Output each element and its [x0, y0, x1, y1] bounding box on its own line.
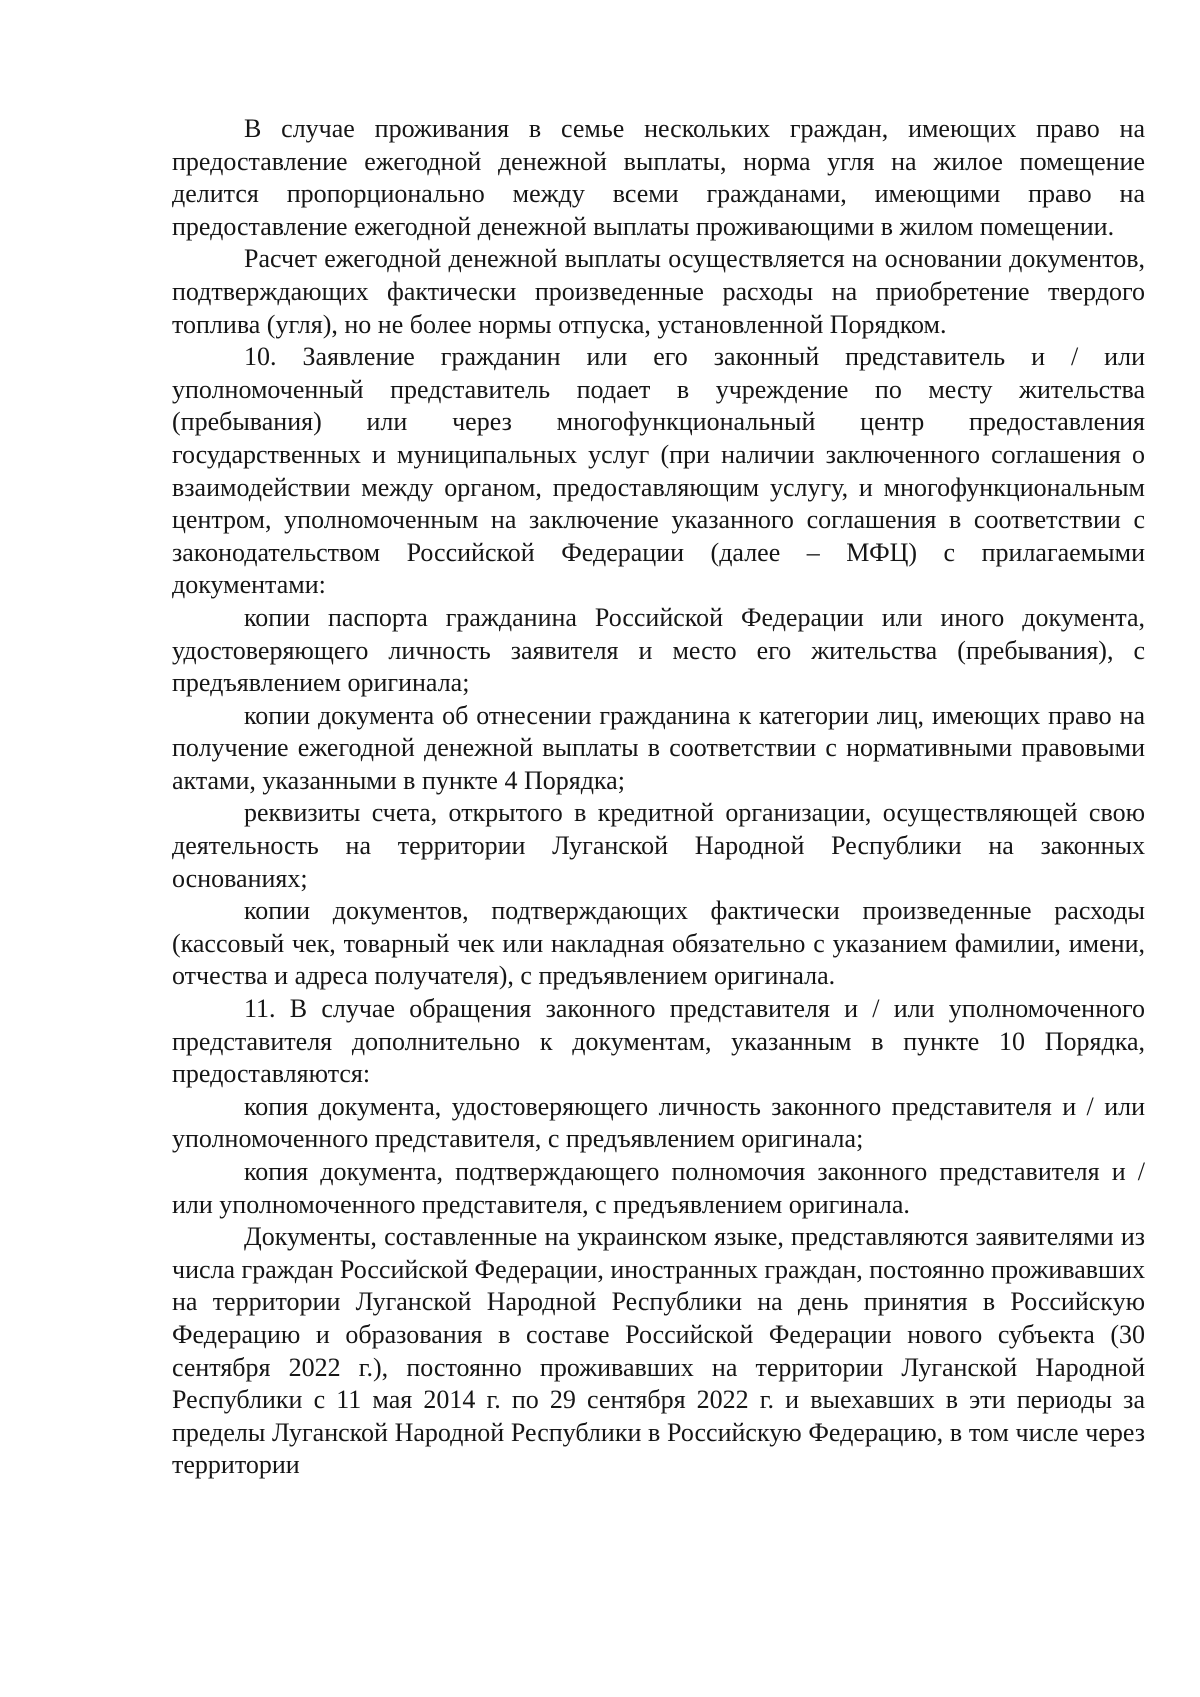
paragraph-coal-norm-division: В случае проживания в семье нескольких граждан, имеющих право на предоставление ежегодной денежной выплаты, норма угля на жилое помещение делится пропорционально между всеми гражданами, имеющими право на предоставление ежегодной денежной выплаты проживающими в жилом помещении. — [172, 114, 1145, 241]
list-item-category-document: копии документа об отнесении гражданина к категории лиц, имеющих право на получение ежегодной денежной выплаты в соответствии с нормативными правовыми актами, указанными в пункте 4 Порядка; — [172, 700, 1145, 795]
list-item-representative-id: копия документа, удостоверяющего личность законного представителя и / или уполномоченного представителя, с предъявлением оригинала; — [172, 1091, 1145, 1154]
list-item-expense-documents: копии документов, подтверждающих фактически произведенные расходы (кассовый чек, товарный чек или накладная обязательно с указанием фамилии, имени, отчества и адреса получателя), с предъявлением оригинала. — [172, 896, 1145, 991]
paragraph-payment-calculation: Расчет ежегодной денежной выплаты осуществляется на основании документов, подтверждающих фактически произведенные расходы на приобретение твердого топлива (угля), но не более нормы отпуска, установленной Порядком. — [172, 244, 1145, 339]
paragraph-item-11-representative: 11. В случае обращения законного представителя и / или уполномоченного представителя дополнительно к документам, указанным в пункте 10 Порядка, предоставляются: — [172, 994, 1145, 1089]
document-body — [172, 113, 1145, 1482]
list-item-passport-copy: копии паспорта гражданина Российской Федерации или иного документа, удостоверяющего личность заявителя и место его жительства (пребывания), с предъявлением оригинала; — [172, 602, 1145, 698]
list-item-representative-authority: копия документа, подтверждающего полномочия законного представителя и / или уполномоченного представителя, с предъявлением оригинала. — [172, 1157, 1145, 1219]
paragraph-item-10-application: 10. Заявление гражданин или его законный представитель и / или уполномоченный представитель подает в учреждение по месту жительства (пребывания) или через многофункциональный центр предоставления государственных и муниципальных услуг (при наличии заключенного соглашения о взаимодействии между органом, предоставляющим услугу, и многофункциональным центром, уполномоченным на заключение указанного соглашения в соответствии с законодательством Российской Федерации (далее – МФЦ) с прилагаемыми документами: — [172, 342, 1145, 600]
paragraph-ukrainian-documents: Документы, составленные на украинском языке, представляются заявителями из числа граждан Российской Федерации, иностранных граждан, постоянно проживавших на территории Луганской Народной Республики на день принятия в Российскую Федерацию и образования в составе Российской Федерации нового субъекта (30 сентября 2022 г.), постоянно проживавших на территории Луганской Народной Республики с 11 мая 2014 г. по 29 сентября 2022 г. и выехавших в эти периоды за пределы Луганской Народной Республики в Российскую Федерацию, в том числе через территории — [172, 1222, 1145, 1480]
list-item-bank-details: реквизиты счета, открытого в кредитной организации, осуществляющей свою деятельность на территории Луганской Народной Республики на законных основаниях; — [172, 798, 1145, 893]
